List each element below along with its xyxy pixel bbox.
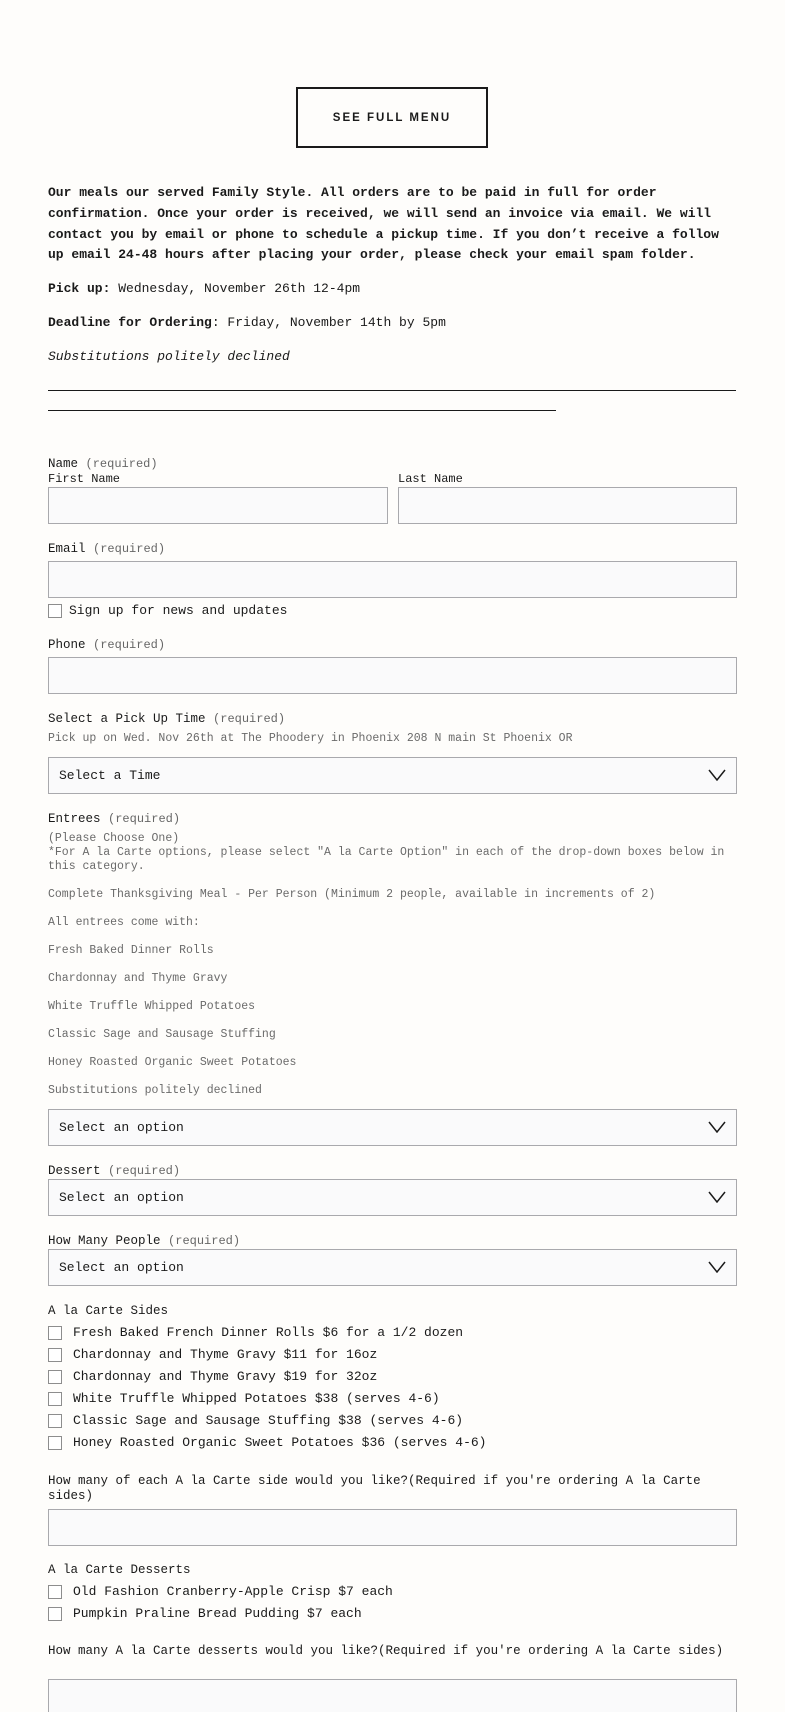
email-input[interactable] [48,561,737,598]
dessert-select[interactable] [48,1179,737,1216]
intro-text: Our meals our served Family Style. All orders are to be paid in full for order confirmation. Once your order is received, we will send an invoice via email. We will contact you by email or phone to schedule a pickup time. If you don’t receive a follow up email 24-48 hours after placing your order, please check your email spam folder. [48,185,719,263]
entrees-desc-sweet-potatoes: Honey Roasted Organic Sweet Potatoes [48,1056,297,1069]
entrees-label: Entrees (required) [48,812,181,826]
checkbox[interactable] [48,1585,62,1599]
email-label: Email (required) [48,542,166,556]
first-name-label: First Name [48,472,121,486]
side-option[interactable] [48,1369,377,1385]
divider-line-short [48,410,556,411]
divider-line [48,390,736,391]
dessert-option[interactable] [48,1606,362,1622]
side-option[interactable] [48,1391,440,1407]
entrees-select[interactable] [48,1109,737,1146]
checkbox[interactable] [48,1392,62,1406]
entrees-desc-a-la-carte: *For A la Carte options, please select "A la Carte Option" in each of the drop-down boxes below in this category. [48,846,725,873]
side-option-label: Chardonnay and Thyme Gravy $19 for 32oz [73,1369,378,1384]
side-option-label: Classic Sage and Sausage Stuffing $38 (serves 4-6) [73,1413,464,1428]
entrees-desc-includes: All entrees come with: [48,916,200,929]
checkbox[interactable] [48,1414,62,1428]
pickup-info [48,280,360,298]
entrees-desc-potatoes: White Truffle Whipped Potatoes [48,1000,256,1013]
chevron-down-icon [708,1191,726,1203]
deadline-value: : Friday, November 14th by 5pm [211,315,446,330]
people-label: How Many People (required) [48,1234,241,1248]
side-option[interactable] [48,1435,486,1451]
newsletter-checkbox[interactable] [48,604,62,618]
last-name-label: Last Name [398,472,463,486]
intro-paragraph [48,183,738,266]
pickup-time-label: Select a Pick Up Time (required) [48,712,286,726]
side-option[interactable] [48,1347,377,1363]
people-select[interactable] [48,1249,737,1286]
side-option-label: Fresh Baked French Dinner Rolls $6 for a 1/2 dozen [73,1325,464,1340]
newsletter-label: Sign up for news and updates [69,603,288,618]
sides-qty-input[interactable] [48,1509,737,1546]
substitutions-note: Substitutions politely declined [48,349,290,364]
people-selected: Select an option [59,1260,184,1275]
desserts-label: A la Carte Desserts [48,1563,191,1577]
pickup-label: Pick up: [48,281,111,296]
checkbox[interactable] [48,1607,62,1621]
chevron-down-icon [708,1261,726,1273]
deadline-info [48,314,446,332]
last-name-input[interactable] [398,487,737,524]
name-label: Name (required) [48,457,158,471]
dessert-selected: Select an option [59,1190,184,1205]
phone-input[interactable] [48,657,737,694]
side-option-label: Honey Roasted Organic Sweet Potatoes $36 (serves 4-6) [73,1435,487,1450]
side-option-label: White Truffle Whipped Potatoes $38 (serves 4-6) [73,1391,440,1406]
see-full-menu-button[interactable]: SEE FULL MENU [296,87,488,148]
side-option-label: Chardonnay and Thyme Gravy $11 for 16oz [73,1347,378,1362]
newsletter-checkbox-row[interactable] [48,603,287,619]
phone-label: Phone (required) [48,638,166,652]
entrees-selected: Select an option [59,1120,184,1135]
entrees-desc-complete-meal: Complete Thanksgiving Meal - Per Person (Minimum 2 people, available in increments of 2) [48,888,656,901]
entrees-desc-substitutions: Substitutions politely declined [48,1084,262,1097]
pickup-time-selected: Select a Time [59,768,161,783]
first-name-input[interactable] [48,487,388,524]
chevron-down-icon [708,769,726,781]
desserts-qty-input[interactable] [48,1679,737,1712]
checkbox[interactable] [48,1436,62,1450]
entrees-desc-gravy: Chardonnay and Thyme Gravy [48,972,228,985]
deadline-label: Deadline for Ordering [48,315,212,330]
checkbox[interactable] [48,1326,62,1340]
sides-label: A la Carte Sides [48,1304,169,1318]
checkbox[interactable] [48,1348,62,1362]
entrees-desc-rolls: Fresh Baked Dinner Rolls [48,944,214,957]
entrees-desc-stuffing: Classic Sage and Sausage Stuffing [48,1028,276,1041]
entrees-desc-choose: (Please Choose One) [48,832,180,845]
checkbox[interactable] [48,1370,62,1384]
desserts-qty-label: How many A la Carte desserts would you like?(Required if you're ordering A la Carte sides) [48,1644,724,1658]
side-option[interactable] [48,1413,463,1429]
dessert-option[interactable] [48,1584,393,1600]
chevron-down-icon [708,1121,726,1133]
dessert-label: Dessert (required) [48,1164,181,1178]
pickup-time-select[interactable] [48,757,737,794]
pickup-value: Wednesday, November 26th 12-4pm [110,281,361,296]
dessert-option-label: Old Fashion Cranberry-Apple Crisp $7 each [73,1584,393,1599]
sides-qty-label: How many of each A la Carte side would you like?(Required if you're ordering A la Carte sides) [48,1474,701,1503]
dessert-option-label: Pumpkin Praline Bread Pudding $7 each [73,1606,362,1621]
pickup-time-description: Pick up on Wed. Nov 26th at The Phoodery in Phoenix 208 N main St Phoenix OR [48,732,573,745]
side-option[interactable] [48,1325,463,1341]
